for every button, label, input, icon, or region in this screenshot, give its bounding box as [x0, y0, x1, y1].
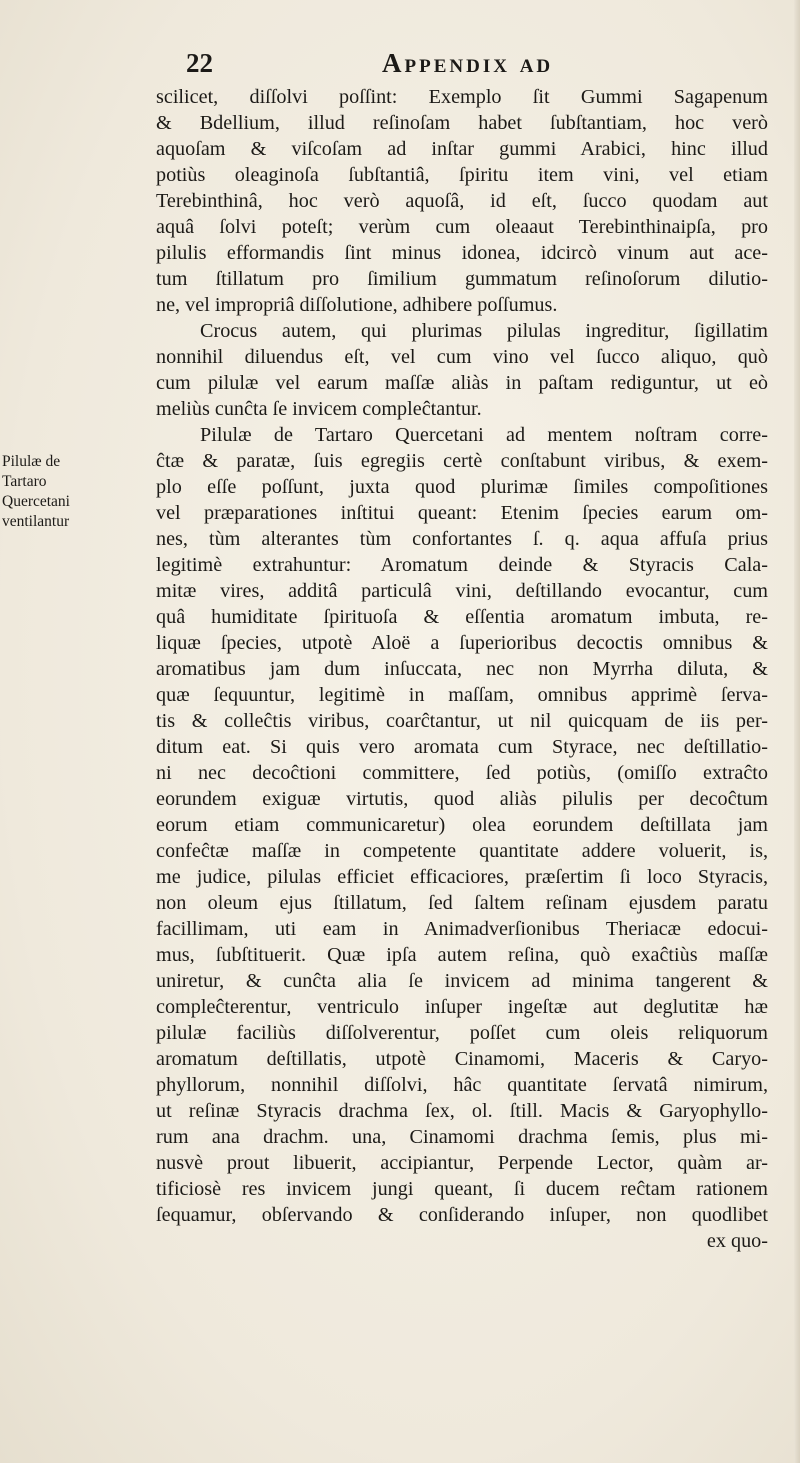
text-line: compleĉterentur, ventriculo inſuper ingeſtæ aut deglutitæ hæ	[156, 996, 768, 1018]
text-line: quâ humiditate ſpirituoſa & eſſentia aromatum imbuta, re-	[156, 606, 768, 628]
text-line: uniretur, & cunĉta alia ſe invicem ad minima tangerent &	[156, 970, 768, 992]
text-line: cum pilulæ vel earum maſſæ aliàs in paſtam rediguntur, ut eò	[156, 372, 768, 394]
text-line: Terebinthinâ, hoc verò aquoſâ, id eſt, ſucco quodam aut	[156, 190, 768, 212]
text-line: tum ſtillatum pro ſimilium gummatum reſinoſorum dilutio-	[156, 268, 768, 290]
page-edge	[794, 0, 800, 1463]
text-line: eorundem exiguæ virtutis, quod aliàs pilulis per decoĉtum	[156, 788, 768, 810]
margin-note-line: Tartaro	[2, 473, 47, 490]
text-line: nusvè prout libuerit, accipiantur, Perpende Lector, quàm ar-	[156, 1152, 768, 1174]
text-line: tificiosè res invicem jungi queant, ſi ducem reĉtam rationem	[156, 1178, 768, 1200]
text-line: Crocus autem, qui plurimas pilulas ingreditur, ſigillatim	[200, 320, 768, 342]
margin-note	[2, 452, 152, 532]
text-line: pilulæ faciliùs diſſolverentur, poſſet cum oleis reliquorum	[156, 1022, 768, 1044]
text-line: plo eſſe poſſunt, juxta quod plurimæ ſimiles compoſitiones	[156, 476, 768, 498]
text-line: pilulis efformandis ſint minus idonea, idcircò vinum aut ace-	[156, 242, 768, 264]
text-line: Pilulæ de Tartaro Quercetani ad mentem noſtram corre-	[200, 424, 768, 446]
margin-note-line: ventilantur	[2, 513, 70, 530]
text-line: confeĉtæ maſſæ in competente quantitate addere voluerit, is,	[156, 840, 768, 862]
text-line: legitimè extrahuntur: Aromatum deinde & Styracis Cala-	[156, 554, 768, 576]
text-line: ne, vel impropriâ diſſolutione, adhibere poſſumus.	[156, 294, 558, 316]
running-title: Appendix ad	[382, 48, 554, 78]
text-line: mitæ vires, additâ particulâ vini, deſtillando evocantur, cum	[156, 580, 768, 602]
text-line: quæ ſequuntur, legitimè in maſſam, omnibus apprimè ſerva-	[156, 684, 768, 706]
text-line: liquæ ſpecies, utpotè Aloë a ſuperioribus decoctis omnibus &	[156, 632, 768, 654]
page-header	[186, 48, 746, 84]
text-line: nes, tùm alterantes tùm confortantes ſ. q. aqua affuſa prius	[156, 528, 768, 550]
text-line: facillimam, uti eam in Animadverſionibus Theriacæ edocui-	[156, 918, 768, 940]
text-line: ſequamur, obſervando & conſiderando inſuper, non quodlibet	[156, 1204, 768, 1226]
catchword: ex quo-	[706, 1230, 768, 1252]
text-line: ĉtæ & paratæ, ſuis egregiis certè conſtabunt viribus, & exem-	[156, 450, 768, 472]
text-line: ditum eat. Si quis vero aromata cum Styrace, nec deſtillatio-	[156, 736, 768, 758]
text-line: mus, ſubſtituerit. Quæ ipſa autem reſina, quò exaĉtiùs maſſæ	[156, 944, 768, 966]
margin-note-line: Pilulæ de	[2, 453, 61, 470]
text-line: vel præparationes inſtitui queant: Etenim ſpecies earum om-	[156, 502, 768, 524]
text-line: scilicet, diſſolvi poſſint: Exemplo ſit Gummi Sagapenum	[156, 86, 768, 108]
text-line: non oleum ejus ſtillatum, ſed ſaltem reſinam ejusdem paratu	[156, 892, 768, 914]
text-line: meliùs cunĉta ſe invicem compleĉtantur.	[156, 398, 482, 420]
text-line: aromatibus jam dum inſuccata, nec non Myrrha diluta, &	[156, 658, 768, 680]
page-number: 22	[186, 48, 213, 78]
text-line: rum ana drachm. una, Cinamomi drachma ſemis, plus mi-	[156, 1126, 768, 1148]
text-line: ni nec decoĉtioni committere, ſed potiùs, (omiſſo extraĉto	[156, 762, 768, 784]
text-line: phyllorum, nonnihil diſſolvi, hâc quantitate ſervatâ nimirum,	[156, 1074, 768, 1096]
text-line: nonnihil diluendus eſt, vel cum vino vel ſucco aliquo, quò	[156, 346, 768, 368]
text-line: eorum etiam communicaretur) olea eorundem deſtillata jam	[156, 814, 768, 836]
text-line: tis & colleĉtis viribus, coarĉtantur, ut nil quicquam de iis per-	[156, 710, 768, 732]
text-line: aquoſam & viſcoſam ad inſtar gummi Arabici, hinc illud	[156, 138, 768, 160]
text-line: potiùs oleaginoſa ſubſtantiâ, ſpiritu item vini, vel etiam	[156, 164, 768, 186]
margin-note-line: Quercetani	[2, 493, 70, 510]
text-line: & Bdellium, illud reſinoſam habet ſubſtantiam, hoc verò	[156, 112, 768, 134]
body-text	[156, 84, 768, 1254]
text-line: ut reſinæ Styracis drachma ſex, ol. ſtill. Macis & Garyophyllo-	[156, 1100, 768, 1122]
text-line: me judice, pilulas efficiet efficaciores, præſertim ſi loco Styracis,	[156, 866, 768, 888]
text-line: aromatum deſtillatis, utpotè Cinamomi, Maceris & Caryo-	[156, 1048, 768, 1070]
text-line: aquâ ſolvi poteſt; verùm cum oleaaut Terebinthinaipſa, pro	[156, 216, 768, 238]
